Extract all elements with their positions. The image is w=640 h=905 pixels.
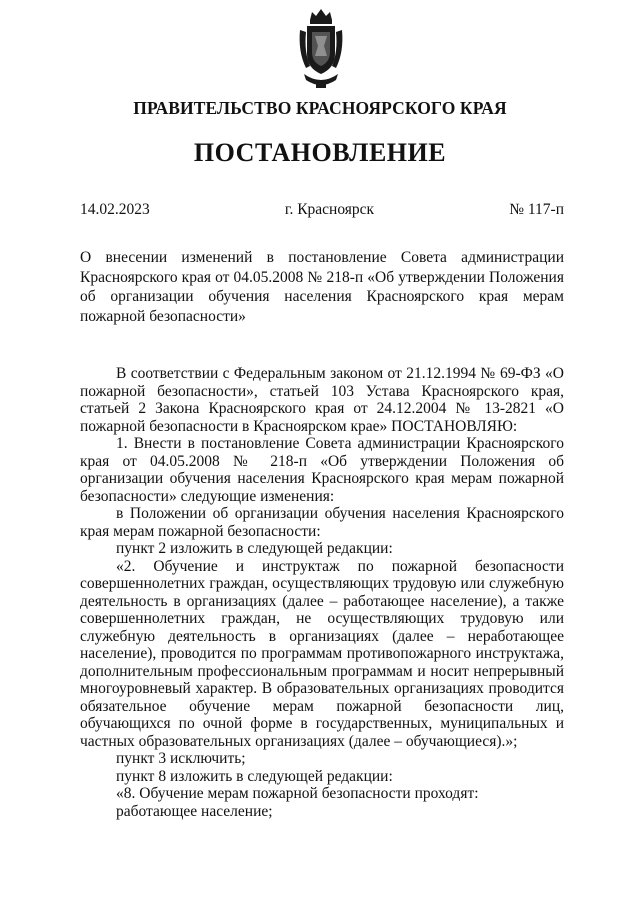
document-city: г. Красноярск	[284, 201, 375, 218]
body-paragraph: в Положении об организации обучения населения Красноярского края мерам пожарной безопасности:	[80, 505, 564, 540]
document-body	[80, 365, 564, 820]
body-paragraph: работающее население;	[116, 802, 273, 820]
document-subject: О внесении изменений в постановление Совета администрации Красноярского края от 04.05.2008 № 218-п «Об утверждении Положения об организации обучения населения Красноярского края мерам пожарной безопасности»	[80, 249, 564, 325]
document-type-title: ПОСТАНОВЛЕНИЕ	[193, 138, 447, 167]
government-name: ПРАВИТЕЛЬСТВО КРАСНОЯРСКОГО КРАЯ	[133, 98, 507, 118]
body-paragraph: пункт 8 изложить в следующей редакции:	[116, 767, 393, 785]
body-paragraph: «2. Обучение и инструктаж по пожарной безопасности совершеннолетних граждан, осуществляющих трудовую или служебную деятельность в организациях (далее – работающее население), а также совершеннолетних граждан, не осуществляющих трудовую или служебную деятельность в организациях (далее – неработающее население), проводится по программам противопожарного инструктажа, дополнительным профессиональным программам и носит непрерывный многоуровневый характер. В образовательных организациях проводится обязательное обучение мерам пожарной безопасности лиц, обучающихся по очной форме в государственных, муниципальных и частных образовательных организациях (далее – обучающиеся).»;	[80, 557, 564, 750]
body-paragraph: 1. Внести в постановление Совета администрации Красноярского края от 04.05.2008 № 218-п «Об утверждении Положения об организации обучения населения Красноярского края мерам пожарной безопасности» следующие изменения:	[80, 435, 564, 505]
coat-of-arms-icon	[298, 6, 344, 92]
document-meta-row	[80, 201, 564, 219]
document-number: № 117-п	[509, 201, 564, 218]
body-paragraph: В соответствии с Федеральным законом от 21.12.1994 № 69-ФЗ «О пожарной безопасности», статьей 103 Устава Красноярского края, статьей 2 Закона Красноярского края от 24.12.2004 № 13-2821 «О пожарной безопасности в Красноярском крае» ПОСТАНОВЛЯЮ:	[80, 365, 564, 435]
document-date: 14.02.2023	[80, 201, 150, 218]
body-paragraph: «8. Обучение мерам пожарной безопасности проходят:	[116, 785, 479, 802]
body-paragraph: пункт 3 исключить;	[116, 750, 246, 767]
body-paragraph: пункт 2 изложить в следующей редакции:	[116, 540, 393, 557]
